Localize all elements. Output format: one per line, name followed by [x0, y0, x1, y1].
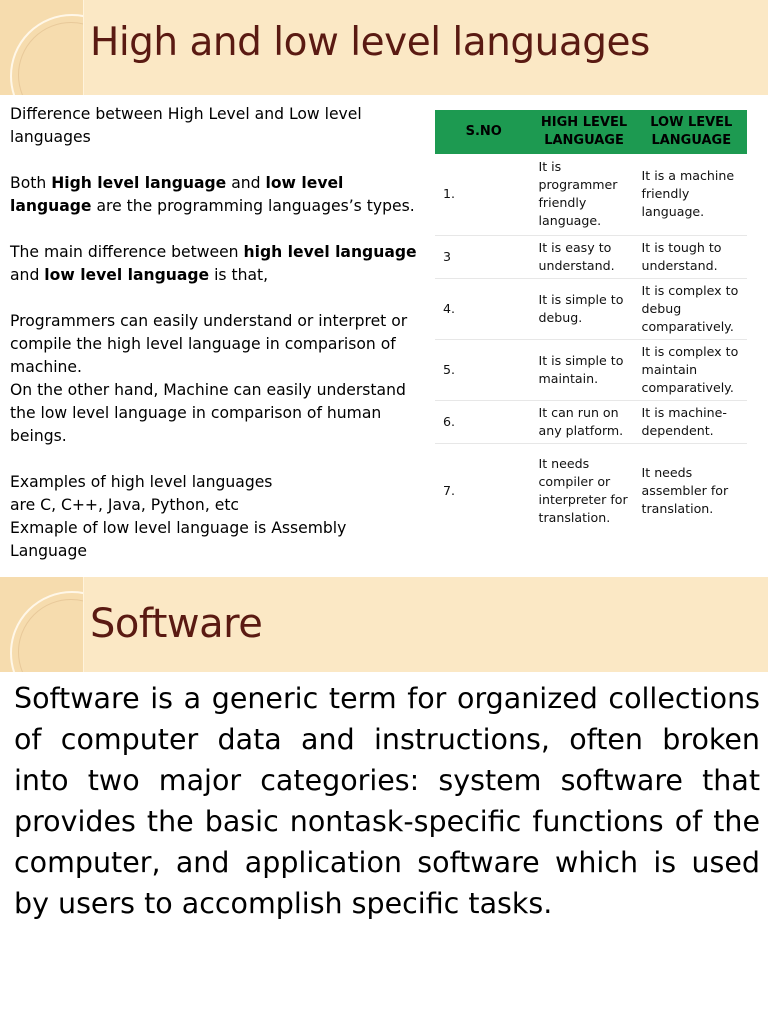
cell-low: It needs assembler for translation. [641, 465, 729, 517]
header-sno: S.NO [435, 110, 533, 154]
slide-header-top [0, 0, 768, 95]
table-row [435, 400, 747, 443]
cell-sno: 3 [435, 235, 533, 278]
comparison-table [435, 110, 747, 539]
slide-title: High and low level languages [90, 20, 650, 65]
cell-low: It is complex to debug comparatively. [636, 278, 747, 339]
cell-high: It can run on any platform. [533, 400, 636, 443]
paragraph-programmers: Programmers can easily understand or interpret or compile the high level language in comparison of machine. [10, 312, 408, 376]
intro-text: Difference between High Level and Low level languages [10, 105, 362, 146]
software-title: Software [90, 601, 263, 647]
software-body-text: Software is a generic term for organized collections of computer data and instructions, often broken into two major categories: system software that provides the basic nontask-specific functions of the computer, and application software which is used by users to accomplish specific tasks. [14, 682, 760, 920]
cell-low: It is machine-dependent. [636, 400, 747, 443]
cell-low: It is complex to maintain comparatively. [636, 339, 747, 400]
cell-sno: 5. [435, 339, 533, 400]
paragraph-examples: Examples of high level languages are C, C++, Java, Python, etc Exmaple of low level language is Assembly Language [10, 473, 347, 560]
header-low-level: LOW LEVEL LANGUAGE [636, 110, 747, 154]
header-high-level: HIGH LEVEL LANGUAGE [533, 110, 636, 154]
cell-high: It is simple to debug. [533, 278, 636, 339]
slide-header-software [0, 577, 768, 672]
cell-sno: 4. [435, 278, 533, 339]
paragraph-machine: On the other hand, Machine can easily understand the low level language in comparison of human beings. [10, 381, 406, 445]
cell-sno: 7. [443, 483, 456, 499]
table-row [435, 154, 747, 235]
cell-high: It needs compiler or interpreter for translation. [538, 456, 628, 526]
table-row [435, 339, 747, 400]
decorative-ring-graphic [0, 0, 84, 95]
left-text-column [10, 103, 420, 563]
cell-sno: 1. [435, 154, 533, 235]
cell-sno: 6. [435, 400, 533, 443]
cell-low: It is a machine friendly language. [636, 154, 747, 235]
table-row [435, 235, 747, 278]
cell-high: It is easy to understand. [533, 235, 636, 278]
table-row [435, 278, 747, 339]
table-header-row [435, 110, 747, 154]
table-row [435, 443, 747, 539]
cell-low: It is tough to understand. [636, 235, 747, 278]
cell-high: It is simple to maintain. [533, 339, 636, 400]
paragraph-types: Both High level language and low level language are the programming languages’s types. [10, 174, 415, 215]
cell-high: It is programmer friendly language. [533, 154, 636, 235]
paragraph-difference: The main difference between high level language and low level language is that, [10, 243, 417, 284]
decorative-ring-graphic [0, 577, 84, 672]
